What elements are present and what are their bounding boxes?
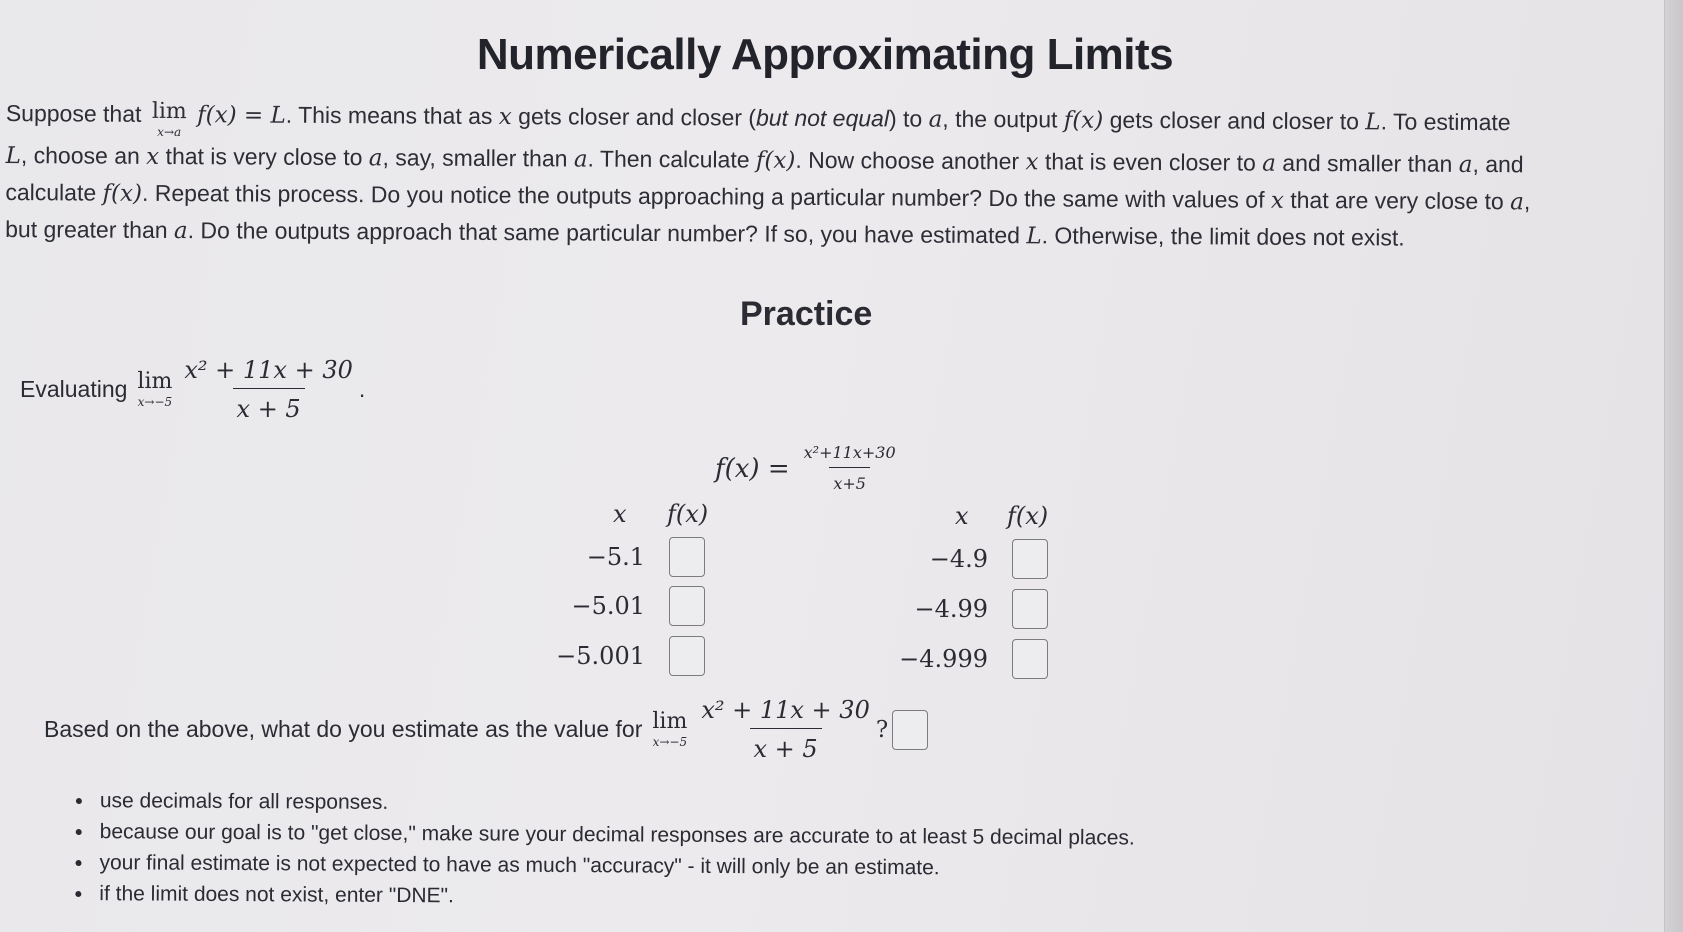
answer-input-box[interactable]: [669, 537, 705, 577]
left-value-table: [556, 500, 720, 690]
intro-text: . Otherwise, the limit does not exist.: [1041, 222, 1405, 251]
column-header-x: x: [613, 500, 627, 528]
intro-text: that is even closer to: [1044, 148, 1256, 176]
function-definition: [715, 445, 900, 492]
lim-word: lim: [652, 709, 688, 734]
practice-heading: Practice: [740, 295, 873, 333]
answer-input-box[interactable]: [1012, 589, 1048, 629]
var-a: a: [173, 218, 188, 245]
list-item: use decimals for all responses.: [70, 785, 1135, 823]
limit-fraction: [180, 358, 357, 421]
evaluating-label: Evaluating: [20, 376, 128, 402]
intro-text: but greater than: [5, 215, 168, 243]
intro-text: Suppose that: [5, 99, 142, 127]
intro-text: and smaller than: [1282, 149, 1453, 177]
intro-text: , say, smaller than: [382, 144, 568, 172]
x-value: −5.1: [586, 543, 645, 571]
table-row: [555, 537, 705, 577]
var-x: x: [1025, 149, 1039, 176]
intro-text: ) to: [888, 105, 923, 132]
answer-input-box[interactable]: [669, 586, 705, 626]
fraction-numerator: x²+11x+30: [803, 443, 896, 462]
question-text: Based on the above, what do you estimate as the value for: [44, 716, 643, 742]
intro-text: . Repeat this process. Do you notice the outputs approaching a particular number? Do the same with values of: [141, 179, 1265, 213]
column-header-fx: f(x): [1007, 502, 1049, 530]
intro-paragraph: [5, 95, 1646, 258]
intro-text: gets closer and closer (: [518, 103, 757, 131]
var-a: a: [928, 106, 943, 133]
table-row: [898, 539, 1048, 579]
list-item: because our goal is to "get close," make sure your decimal responses are accurate to at least 5 decimal places.: [70, 816, 1135, 854]
limit-notation: [137, 371, 172, 408]
x-value: −4.999: [899, 645, 988, 673]
right-value-table: [899, 502, 1060, 692]
var-L: L: [5, 142, 21, 170]
period: .: [358, 376, 366, 402]
page-edge: [1664, 0, 1683, 932]
limit-notation: [652, 711, 687, 748]
function-fraction: [800, 445, 900, 492]
var-x: x: [146, 143, 160, 170]
var-fx: f(x): [1063, 107, 1104, 134]
column-header-x: x: [955, 502, 969, 530]
intro-text: . Do the outputs approach that same particular number? If so, you have estimated: [187, 217, 1021, 249]
function-lhs: f(x) =: [715, 453, 790, 484]
var-L: L: [1365, 109, 1381, 136]
var-a: a: [1458, 151, 1473, 178]
intro-text: . To estimate: [1380, 108, 1511, 136]
limit-fraction: [697, 698, 874, 761]
lim-subscript: x→−5: [652, 735, 688, 749]
final-estimate-input[interactable]: [892, 710, 928, 750]
evaluating-expression: [20, 358, 365, 421]
fraction-denominator: x+5: [829, 467, 870, 492]
intro-text: . This means that as: [285, 101, 493, 129]
page-title: Numerically Approximating Limits: [476, 30, 1174, 79]
x-value: −4.99: [914, 595, 988, 623]
fraction-denominator: x + 5: [233, 388, 305, 421]
question-mark: ?: [875, 716, 889, 743]
table-row: [555, 636, 705, 676]
lim-subscript: x→a: [157, 124, 182, 140]
estimate-question: [44, 698, 928, 761]
limit-expression: f(x) = L: [197, 102, 286, 129]
x-value: −5.01: [571, 592, 645, 620]
list-item: your final estimate is not expected to have as much "accuracy" - it will only be an estimate.: [69, 847, 1134, 885]
fraction-denominator: x + 5: [750, 728, 822, 761]
var-x: x: [1270, 187, 1284, 214]
list-item: if the limit does not exist, enter "DNE".: [69, 878, 1134, 916]
table-row: [898, 589, 1048, 629]
fraction-numerator: x² + 11x + 30: [701, 696, 870, 724]
var-a: a: [1262, 150, 1277, 177]
limit-notation: [151, 98, 187, 140]
table-row: [555, 586, 705, 626]
lim-subscript: x→−5: [137, 395, 173, 409]
answer-input-box[interactable]: [1012, 539, 1048, 579]
intro-italic: but not equal: [755, 104, 890, 132]
x-value: −4.9: [929, 545, 988, 573]
instructions-list: [69, 785, 1135, 916]
intro-text: , the output: [942, 105, 1058, 133]
answer-input-box[interactable]: [1012, 639, 1048, 679]
var-a: a: [368, 145, 383, 172]
column-header-fx: f(x): [667, 500, 709, 528]
intro-text: . Then calculate: [587, 145, 750, 173]
intro-text: gets closer and closer to: [1109, 106, 1360, 135]
var-a: a: [1510, 189, 1524, 216]
intro-text: , choose an: [20, 142, 140, 169]
answer-input-box[interactable]: [669, 636, 705, 676]
table-row: [898, 639, 1048, 679]
lim-word: lim: [151, 98, 187, 125]
fraction-numerator: x² + 11x + 30: [184, 356, 353, 384]
intro-text: that is very close to: [165, 142, 363, 171]
var-L: L: [1026, 223, 1042, 250]
intro-text: that are very close to: [1290, 186, 1504, 215]
intro-text: ,: [1523, 188, 1531, 215]
x-value: −5.001: [556, 642, 645, 670]
intro-text: . Now choose another: [795, 146, 1020, 175]
lim-word: lim: [137, 369, 173, 394]
var-x: x: [498, 104, 512, 131]
intro-text: calculate: [5, 178, 97, 206]
var-a: a: [573, 146, 588, 173]
intro-text: , and: [1472, 150, 1524, 178]
var-fx: f(x): [755, 147, 796, 174]
var-fx: f(x): [102, 180, 143, 207]
